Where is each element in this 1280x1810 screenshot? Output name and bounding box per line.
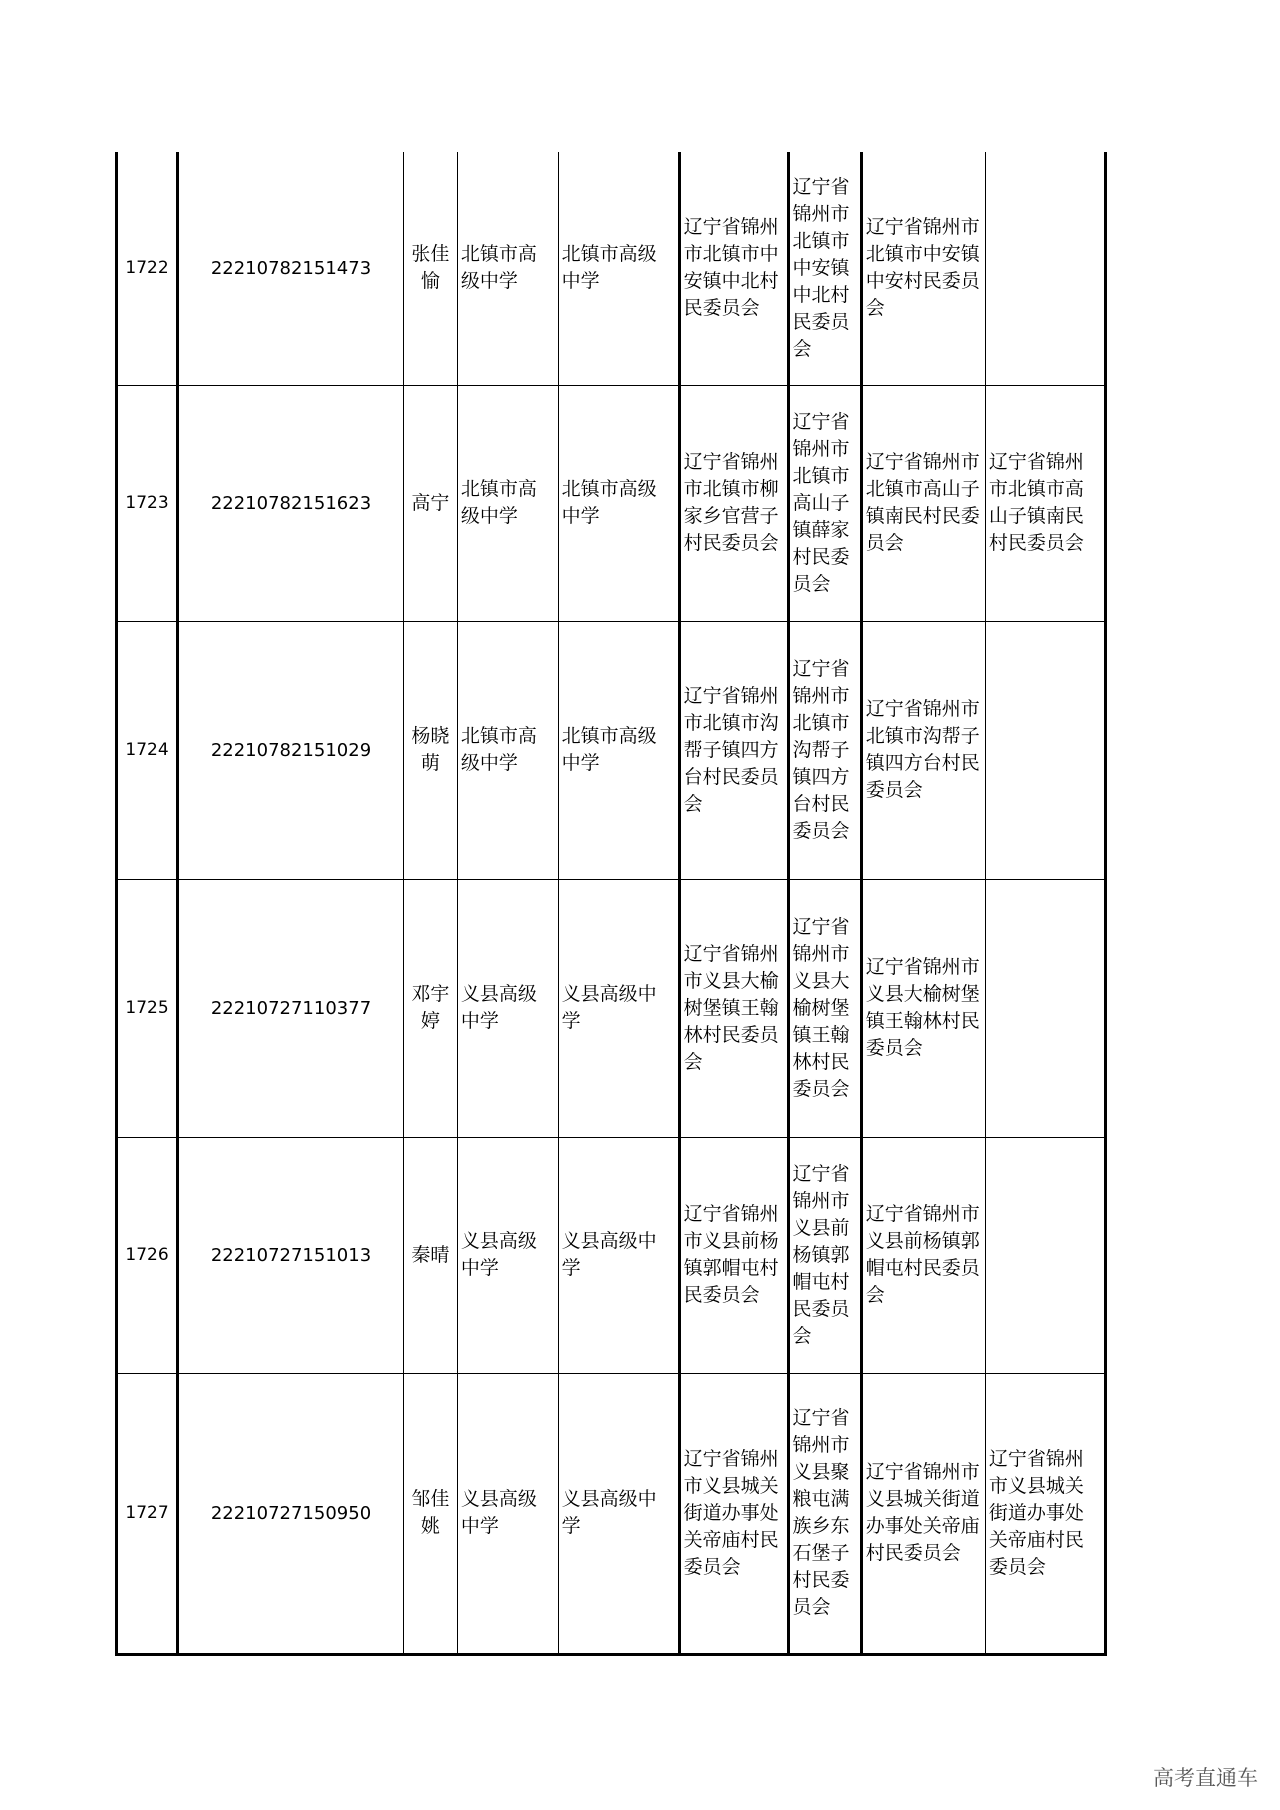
address-3-cell: 辽宁省锦州市北镇市中安镇中安村民委员会	[861, 152, 985, 385]
name-cell: 秦晴	[403, 1137, 457, 1373]
school-a-cell: 北镇市高级中学	[457, 621, 558, 879]
address-1-cell: 辽宁省锦州市义县城关街道办事处关帝庙村民委员会	[679, 1373, 788, 1654]
address-3-cell: 辽宁省锦州市北镇市沟帮子镇四方台村民委员会	[861, 621, 985, 879]
roster-sheet	[115, 152, 1107, 1654]
table-row	[117, 385, 1106, 621]
school-a-cell: 北镇市高级中学	[457, 385, 558, 621]
exam-no-cell: 22210727150950	[178, 1373, 404, 1654]
name-cell: 杨晓萌	[403, 621, 457, 879]
address-2-cell: 辽宁省锦州市北镇市高山子镇薛家村民委员会	[788, 385, 861, 621]
name-cell: 邹佳姚	[403, 1373, 457, 1654]
school-a-cell: 义县高级中学	[457, 1137, 558, 1373]
address-1-cell: 辽宁省锦州市北镇市中安镇中北村民委员会	[679, 152, 788, 385]
roster-table	[115, 152, 1107, 1656]
school-b-cell: 北镇市高级中学	[558, 385, 679, 621]
name-cell: 邓宇婷	[403, 879, 457, 1137]
exam-no-cell: 22210782151029	[178, 621, 404, 879]
watermark-text: 高考直通车	[1153, 1766, 1258, 1790]
address-1-cell: 辽宁省锦州市义县大榆树堡镇王翰林村民委员会	[679, 879, 788, 1137]
table-row	[117, 1137, 1106, 1373]
exam-no-cell: 22210782151473	[178, 152, 404, 385]
school-a-cell: 义县高级中学	[457, 879, 558, 1137]
name-cell: 张佳愉	[403, 152, 457, 385]
address-4-cell	[985, 621, 1105, 879]
seq-cell: 1723	[117, 385, 178, 621]
address-1-cell: 辽宁省锦州市义县前杨镇郭帽屯村民委员会	[679, 1137, 788, 1373]
address-3-cell: 辽宁省锦州市义县大榆树堡镇王翰林村民委员会	[861, 879, 985, 1137]
address-3-cell: 辽宁省锦州市北镇市高山子镇南民村民委员会	[861, 385, 985, 621]
school-b-cell: 义县高级中学	[558, 1137, 679, 1373]
address-4-cell: 辽宁省锦州市义县城关街道办事处关帝庙村民委员会	[985, 1373, 1105, 1654]
exam-no-cell: 22210727110377	[178, 879, 404, 1137]
address-3-cell: 辽宁省锦州市义县前杨镇郭帽屯村民委员会	[861, 1137, 985, 1373]
address-3-cell: 辽宁省锦州市义县城关街道办事处关帝庙村民委员会	[861, 1373, 985, 1654]
address-2-cell: 辽宁省锦州市北镇市沟帮子镇四方台村民委员会	[788, 621, 861, 879]
table-row	[117, 879, 1106, 1137]
address-2-cell: 辽宁省锦州市义县聚粮屯满族乡东石堡子村民委员会	[788, 1373, 861, 1654]
school-a-cell: 北镇市高级中学	[457, 152, 558, 385]
seq-cell: 1722	[117, 152, 178, 385]
seq-cell: 1725	[117, 879, 178, 1137]
address-4-cell	[985, 152, 1105, 385]
seq-cell: 1726	[117, 1137, 178, 1373]
name-cell: 高宁	[403, 385, 457, 621]
address-2-cell: 辽宁省锦州市义县前杨镇郭帽屯村民委员会	[788, 1137, 861, 1373]
school-b-cell: 北镇市高级中学	[558, 621, 679, 879]
table-row	[117, 621, 1106, 879]
seq-cell: 1727	[117, 1373, 178, 1654]
table-row	[117, 1373, 1106, 1654]
address-4-cell: 辽宁省锦州市北镇市高山子镇南民村民委员会	[985, 385, 1105, 621]
address-1-cell: 辽宁省锦州市北镇市沟帮子镇四方台村民委员会	[679, 621, 788, 879]
address-2-cell: 辽宁省锦州市义县大榆树堡镇王翰林村民委员会	[788, 879, 861, 1137]
school-b-cell: 义县高级中学	[558, 879, 679, 1137]
exam-no-cell: 22210782151623	[178, 385, 404, 621]
address-4-cell	[985, 879, 1105, 1137]
school-b-cell: 义县高级中学	[558, 1373, 679, 1654]
table-row	[117, 152, 1106, 385]
address-1-cell: 辽宁省锦州市北镇市柳家乡官营子村民委员会	[679, 385, 788, 621]
address-2-cell: 辽宁省锦州市北镇市中安镇中北村民委员会	[788, 152, 861, 385]
school-a-cell: 义县高级中学	[457, 1373, 558, 1654]
address-4-cell	[985, 1137, 1105, 1373]
exam-no-cell: 22210727151013	[178, 1137, 404, 1373]
school-b-cell: 北镇市高级中学	[558, 152, 679, 385]
seq-cell: 1724	[117, 621, 178, 879]
